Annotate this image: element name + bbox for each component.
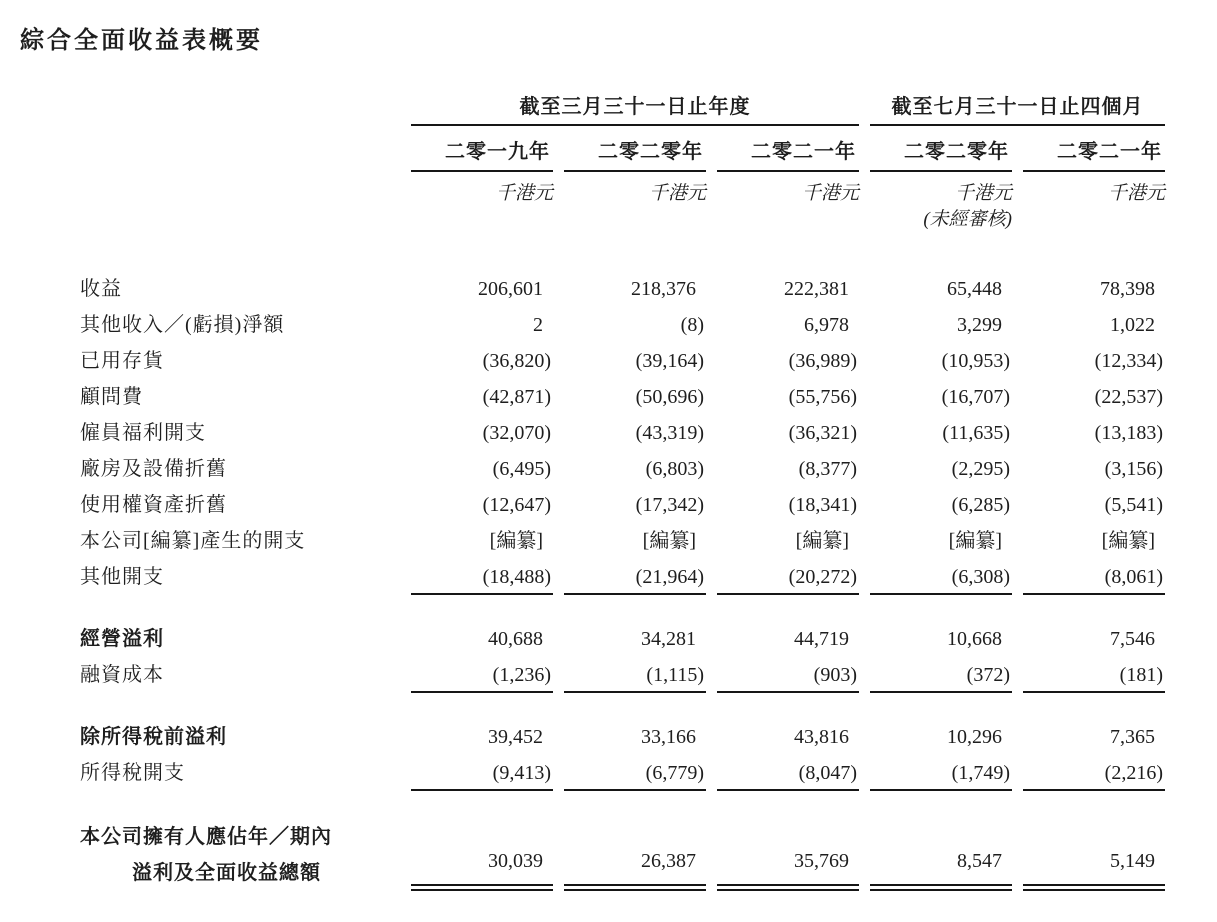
value-cell: 1,022 xyxy=(1110,314,1155,336)
value-cell: (8,047) xyxy=(717,755,859,791)
value-cell: (13,183) xyxy=(1094,422,1163,444)
value-cell: 7,365 xyxy=(1110,726,1155,748)
financial-table xyxy=(80,90,1165,891)
value-cell: 218,376 xyxy=(631,278,696,300)
value-cell: (8) xyxy=(680,314,704,336)
unit-label: 千港元 xyxy=(495,183,553,204)
value-cell: (12,647) xyxy=(482,494,551,516)
value-cell: (903) xyxy=(717,657,859,693)
value-cell: (1,749) xyxy=(870,755,1012,791)
row-label: 除所得稅前溢利 xyxy=(80,726,227,748)
value-cell: 6,978 xyxy=(804,314,849,336)
value-cell: (8,377) xyxy=(798,458,857,480)
value-cell: (6,803) xyxy=(645,458,704,480)
page-title: 綜合全面收益表概要 xyxy=(20,28,263,54)
unit-row xyxy=(80,172,1165,233)
period-group-row xyxy=(80,90,1165,126)
row-label: 融資成本 xyxy=(80,664,164,686)
value-cell: (18,341) xyxy=(788,494,857,516)
period-group-annual: 截至三月三十一日止年度 xyxy=(411,90,859,126)
value-cell: (36,989) xyxy=(788,350,857,372)
year-header-2020: 二零二零年 xyxy=(564,126,706,172)
year-header-2021-4m: 二零二一年 xyxy=(1023,126,1165,172)
value-cell: (2,216) xyxy=(1023,755,1165,791)
value-cell: (2,295) xyxy=(951,458,1010,480)
table-row-employee-benefits xyxy=(80,415,1165,451)
row-label: 本公司[編纂]產生的開支 xyxy=(80,530,306,552)
value-cell: 10,668 xyxy=(947,628,1002,650)
value-cell: (3,156) xyxy=(1104,458,1163,480)
value-cell: 5,149 xyxy=(1023,843,1165,891)
table-row-revenue xyxy=(80,271,1165,307)
row-label: 顧問費 xyxy=(80,386,143,408)
value-cell: (6,308) xyxy=(870,559,1012,595)
value-cell: (16,707) xyxy=(941,386,1010,408)
value-cell: (9,413) xyxy=(411,755,553,791)
value-cell: (1,236) xyxy=(411,657,553,693)
value-cell: 7,546 xyxy=(1110,628,1155,650)
value-cell: (8,061) xyxy=(1023,559,1165,595)
year-header-2020-4m: 二零二零年 xyxy=(870,126,1012,172)
table-row-total-comprehensive-income xyxy=(80,819,1165,891)
unit-label-with-note xyxy=(870,172,1012,233)
table-row-other-expenses xyxy=(80,559,1165,595)
row-label: 廠房及設備折舊 xyxy=(80,458,227,480)
value-cell: (43,319) xyxy=(635,422,704,444)
value-cell: 44,719 xyxy=(794,628,849,650)
value-cell: (39,164) xyxy=(635,350,704,372)
table-row-depreciation-pe xyxy=(80,451,1165,487)
value-cell: 65,448 xyxy=(947,278,1002,300)
row-label: 經營溢利 xyxy=(80,628,164,650)
unit-label: 千港元 xyxy=(648,183,706,204)
value-cell: 2 xyxy=(533,314,543,336)
value-cell: (18,488) xyxy=(411,559,553,595)
value-cell: (55,756) xyxy=(788,386,857,408)
value-cell: (50,696) xyxy=(635,386,704,408)
row-label xyxy=(80,819,400,891)
value-cell: [編纂] xyxy=(948,530,1002,552)
value-cell: (20,272) xyxy=(717,559,859,595)
table-row-depreciation-rou xyxy=(80,487,1165,523)
value-cell: (21,964) xyxy=(564,559,706,595)
spacer xyxy=(80,693,1165,719)
year-header-row xyxy=(80,126,1165,172)
row-label: 其他收入／(虧損)淨額 xyxy=(80,314,285,336)
value-cell: (5,541) xyxy=(1104,494,1163,516)
unit-label: 千港元 xyxy=(954,183,1012,204)
table-row-operating-profit xyxy=(80,621,1165,657)
empty-cell xyxy=(80,172,400,233)
row-label: 所得稅開支 xyxy=(80,762,185,784)
value-cell: 40,688 xyxy=(488,628,543,650)
value-cell: (6,495) xyxy=(492,458,551,480)
table-row-other-income xyxy=(80,307,1165,343)
value-cell: [編纂] xyxy=(795,530,849,552)
value-cell: (36,321) xyxy=(788,422,857,444)
unit-label: 千港元 xyxy=(1107,183,1165,204)
value-cell: 33,166 xyxy=(641,726,696,748)
spacer xyxy=(80,233,1165,271)
table-row-listing-expenses xyxy=(80,523,1165,559)
table-row-income-tax xyxy=(80,755,1165,791)
value-cell: 3,299 xyxy=(957,314,1002,336)
row-label-line1: 本公司擁有人應佔年／期內 xyxy=(80,826,332,848)
table-row-profit-before-tax xyxy=(80,719,1165,755)
value-cell: [編纂] xyxy=(642,530,696,552)
value-cell: [編纂] xyxy=(1101,530,1155,552)
value-cell: 10,296 xyxy=(947,726,1002,748)
value-cell: (22,537) xyxy=(1094,386,1163,408)
value-cell: (372) xyxy=(870,657,1012,693)
value-cell: 26,387 xyxy=(564,843,706,891)
table-row-inventories-used xyxy=(80,343,1165,379)
spacer xyxy=(80,791,1165,819)
row-label: 收益 xyxy=(80,278,122,300)
value-cell: (36,820) xyxy=(482,350,551,372)
value-cell: (17,342) xyxy=(635,494,704,516)
year-header-2021: 二零二一年 xyxy=(717,126,859,172)
value-cell: [編纂] xyxy=(489,530,543,552)
value-cell: (1,115) xyxy=(564,657,706,693)
value-cell: (12,334) xyxy=(1094,350,1163,372)
value-cell: 8,547 xyxy=(870,843,1012,891)
value-cell: 78,398 xyxy=(1100,278,1155,300)
value-cell: (181) xyxy=(1023,657,1165,693)
row-label: 僱員福利開支 xyxy=(80,422,206,444)
table-row-finance-costs xyxy=(80,657,1165,693)
value-cell: (11,635) xyxy=(942,422,1010,444)
unaudited-note: (未經審核) xyxy=(923,209,1012,230)
table-row-consultancy-fee xyxy=(80,379,1165,415)
value-cell: 39,452 xyxy=(488,726,543,748)
row-label: 其他開支 xyxy=(80,566,164,588)
row-label: 使用權資產折舊 xyxy=(80,494,227,516)
value-cell: (32,070) xyxy=(482,422,551,444)
value-cell: (42,871) xyxy=(482,386,551,408)
value-cell: 30,039 xyxy=(411,843,553,891)
value-cell: 206,601 xyxy=(478,278,543,300)
value-cell: 43,816 xyxy=(794,726,849,748)
year-header-2019: 二零一九年 xyxy=(411,126,553,172)
spacer xyxy=(80,595,1165,621)
row-label: 已用存貨 xyxy=(80,350,164,372)
value-cell: 34,281 xyxy=(641,628,696,650)
value-cell: (6,779) xyxy=(564,755,706,791)
period-group-interim: 截至七月三十一日止四個月 xyxy=(870,90,1165,126)
empty-cell xyxy=(80,126,400,172)
row-label-line2: 溢利及全面收益總額 xyxy=(132,862,321,884)
unit-label: 千港元 xyxy=(801,183,859,204)
value-cell: (6,285) xyxy=(951,494,1010,516)
value-cell: 35,769 xyxy=(717,843,859,891)
value-cell: 222,381 xyxy=(784,278,849,300)
value-cell: (10,953) xyxy=(941,350,1010,372)
